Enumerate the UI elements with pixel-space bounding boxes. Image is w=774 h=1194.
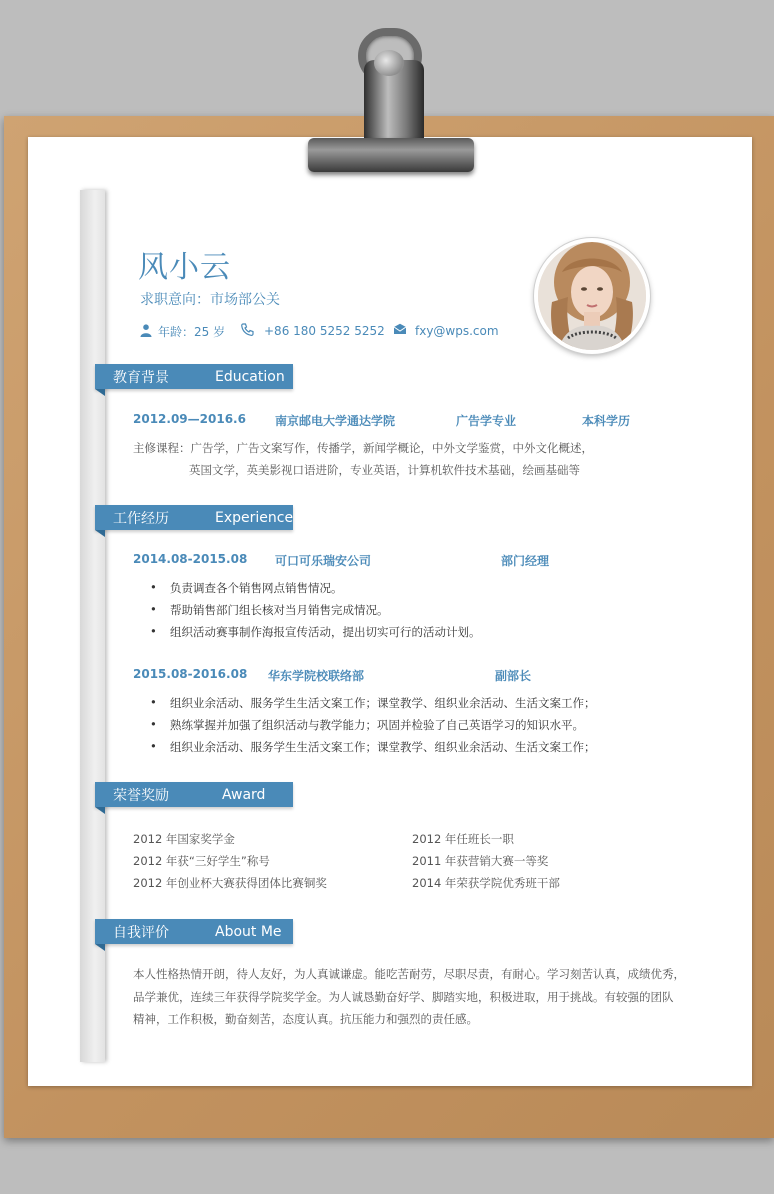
job-role: 副部长: [495, 669, 532, 683]
edu-school: 南京邮电大学通达学院: [275, 414, 396, 428]
award-item: 2012 年获“三好学生”称号: [133, 854, 270, 868]
job-role: 部门经理: [501, 554, 550, 568]
section-header-about: [95, 919, 293, 944]
job-period: 2015.08-2016.08: [133, 667, 248, 681]
mail-icon: [393, 323, 407, 338]
edu-major: 广告学专业: [456, 414, 517, 428]
section-header-experience: [95, 505, 293, 530]
award-item: 2011 年获营销大赛一等奖: [412, 854, 549, 868]
job-company: 可口可乐瑞安公司: [275, 554, 372, 568]
award-item: 2014 年荣获学院优秀班干部: [412, 876, 560, 890]
ribbon-fold: [95, 389, 105, 396]
ribbon-fold: [95, 944, 105, 951]
email-info: [393, 323, 499, 338]
section-title-en: Experience: [215, 509, 294, 526]
section-title-cn: 荣誉奖励: [113, 787, 169, 804]
phone-text: +86 180 5252 5252: [264, 324, 385, 338]
section-header-education: [95, 364, 293, 389]
ribbon-fold: [95, 530, 105, 537]
section-title-cn: 工作经历: [113, 510, 169, 527]
section-title-cn: 自我评价: [113, 924, 169, 941]
clip-bar: [308, 138, 474, 172]
job-intent: 求职意向：市场部公关: [140, 292, 280, 308]
email-text: fxy@wps.com: [415, 323, 499, 338]
edu-period: 2012.09—2016.6: [133, 412, 246, 426]
job-period: 2014.08-2015.08: [133, 552, 248, 566]
about-line: 精神，工作积极，勤奋刻苦，态度认真。抗压能力和强烈的责任感。: [133, 1012, 478, 1026]
award-item: 2012 年任班长一职: [412, 832, 514, 846]
age-info: [140, 323, 225, 340]
section-title-en: About Me: [215, 923, 282, 940]
job-duty: • 组织活动赛事制作海报宣传活动，提出切实可行的活动计划。: [170, 624, 481, 640]
job-duty: • 负责调查各个销售网点销售情况。: [170, 580, 343, 596]
clip-rivet: [374, 50, 404, 76]
avatar: [534, 238, 650, 354]
about-line: 品学兼优，连续三年获得学院奖学金。为人诚恳勤奋好学、脚踏实地，积极进取，用于挑战。有较强的团队: [133, 990, 674, 1004]
age-text: 年龄：25 岁: [158, 325, 226, 339]
job-duty: • 组织业余活动、服务学生生活文案工作；课堂教学、组织业余活动、生活文案工作；: [170, 739, 596, 755]
job-duty: • 熟练掌握并加强了组织活动与教学能力；巩固并检验了自己英语学习的知识水平。: [170, 717, 584, 733]
job-duty: • 组织业余活动、服务学生生活文案工作；课堂教学、组织业余活动、生活文案工作；: [170, 695, 596, 711]
applicant-name: 风小云: [138, 250, 231, 285]
section-header-award: [95, 782, 293, 807]
section-title-cn: 教育背景: [113, 369, 169, 386]
section-title-en: Education: [215, 368, 285, 385]
phone-icon: [241, 323, 254, 339]
section-title-en: Award: [222, 786, 266, 803]
person-icon: [140, 324, 152, 340]
ribbon-fold: [95, 807, 105, 814]
edu-degree: 本科学历: [582, 414, 631, 428]
job-company: 华东学院校联络部: [268, 669, 365, 683]
award-item: 2012 年国家奖学金: [133, 832, 235, 846]
award-item: 2012 年创业杯大赛获得团体比赛铜奖: [133, 876, 327, 890]
job-duty: • 帮助销售部门组长核对当月销售完成情况。: [170, 602, 389, 618]
phone-info: [241, 323, 385, 339]
edu-courses-line1: 主修课程：广告学，广告文案写作，传播学，新闻学概论，中外文学鉴赏，中外文化概述，: [133, 441, 593, 455]
edu-courses-line2: 英国文学，英美影视口语进阶，专业英语，计算机软件技术基础，绘画基础等: [189, 463, 580, 477]
about-line: 本人性格热情开朗，待人友好，为人真诚谦虚。能吃苦耐劳，尽职尽责，有耐心。学习刻苦认真，成绩优秀，: [133, 967, 685, 981]
